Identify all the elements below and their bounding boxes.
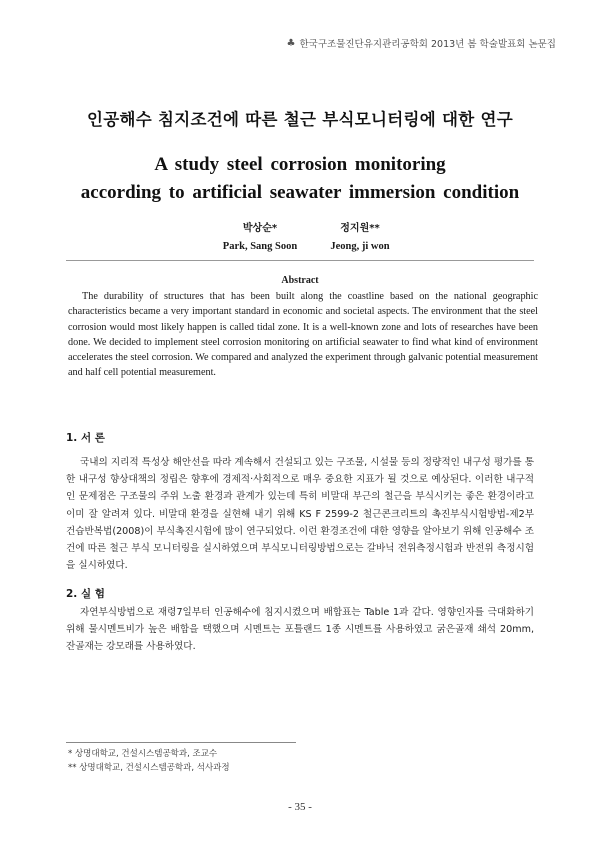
author-2-english-name: Jeong, ji won — [330, 241, 390, 252]
footnote-2: ** 상명대학교, 건설시스템공학과, 석사과정 — [68, 763, 230, 773]
author-2-korean-name: 정지원** — [340, 223, 380, 234]
author-1-korean-name: 박상순* — [242, 223, 278, 234]
abstract-heading: Abstract — [281, 275, 319, 286]
page-number: - 35 - — [288, 801, 312, 813]
author-1 — [205, 219, 315, 252]
title-divider — [66, 260, 534, 261]
abstract-body: The durability of structures that has been built along the coastline based on the national geographic characteristics became a very important standard in economic and societal aspects. The environment that the steel corrosion would most likely happen is called tidal zone. It is a well-known zone and lots of researches have been done. We decided to implement steel corrosion monitoring on artificial seawater to find what kind of environment accelerates the steel corrosion. We compared and analyzed the experiment through galvanic potential measurement and half cell potential measurement. — [68, 291, 538, 379]
section-2-heading: 2. 실 험 — [66, 588, 105, 600]
korean-title: 인공해수 침지조건에 따른 철근 부식모니터링에 대한 연구 — [86, 110, 513, 129]
running-header-text: 한국구조물진단유지관리공학회 2013년 봄 학술발표회 논문집 — [299, 39, 556, 50]
running-header — [287, 36, 556, 50]
footnote-1: * 상명대학교, 건설시스템공학과, 조교수 — [68, 749, 218, 759]
section-1-heading: 1. 서 론 — [66, 432, 105, 444]
english-title-line-2: according to artificial seawater immersion condition — [80, 182, 520, 203]
english-title — [0, 151, 600, 207]
section-1-body: 국내의 지리적 특성상 해안선을 따라 계속해서 건설되고 있는 구조물, 시설물 등의 정량적인 내구성 평가를 통한 내구성 향상대책의 정립은 향후에 경제적·사회적으로 매우 중요한 지표가 될 것으로 예상된다. 이러한 내구적인 문제점은 구조물의 주위 노출 환경과 관계가 있는데 특히 비말대 부근의 철근을 부식시키는 좋은 환경이라고 이미 잘 알려져 있다. 비말대 환경을 실현해 내기 위해 KS F 2599-2 철근콘크리트의 촉진부식시험방법-제2부 건습반복법(2008)이 부식촉진시험에 많이 연구되었다. 이런 환경조건에 대한 영향을 알아보기 위해 인공해수 조건에 따른 철근 부식 모니터링을 실시하였으며 부식모니터링방법으로는 갈바닉 전위측정시험과 반전위 측정시험을 실시하였다. — [66, 457, 534, 572]
author-1-english-name: Park, Sang Soon — [222, 241, 298, 252]
author-2 — [305, 219, 415, 252]
club-mark-icon: ♣ — [286, 37, 296, 49]
footnote-divider — [66, 742, 296, 743]
english-title-line-1: A study steel corrosion monitoring — [154, 154, 446, 175]
section-2-body: 자연부식방법으로 재령7일부터 인공해수에 침지시켰으며 배합표는 Table 1과 같다. 영향인자를 극대화하기 위해 물시멘트비가 높은 배합을 택했으며 시멘트는 포틀랜드 1종 시멘트를 사용하였고 굵은골재 쇄석 20mm, 잔골재는 강모래를 사용하였다. — [66, 607, 534, 653]
